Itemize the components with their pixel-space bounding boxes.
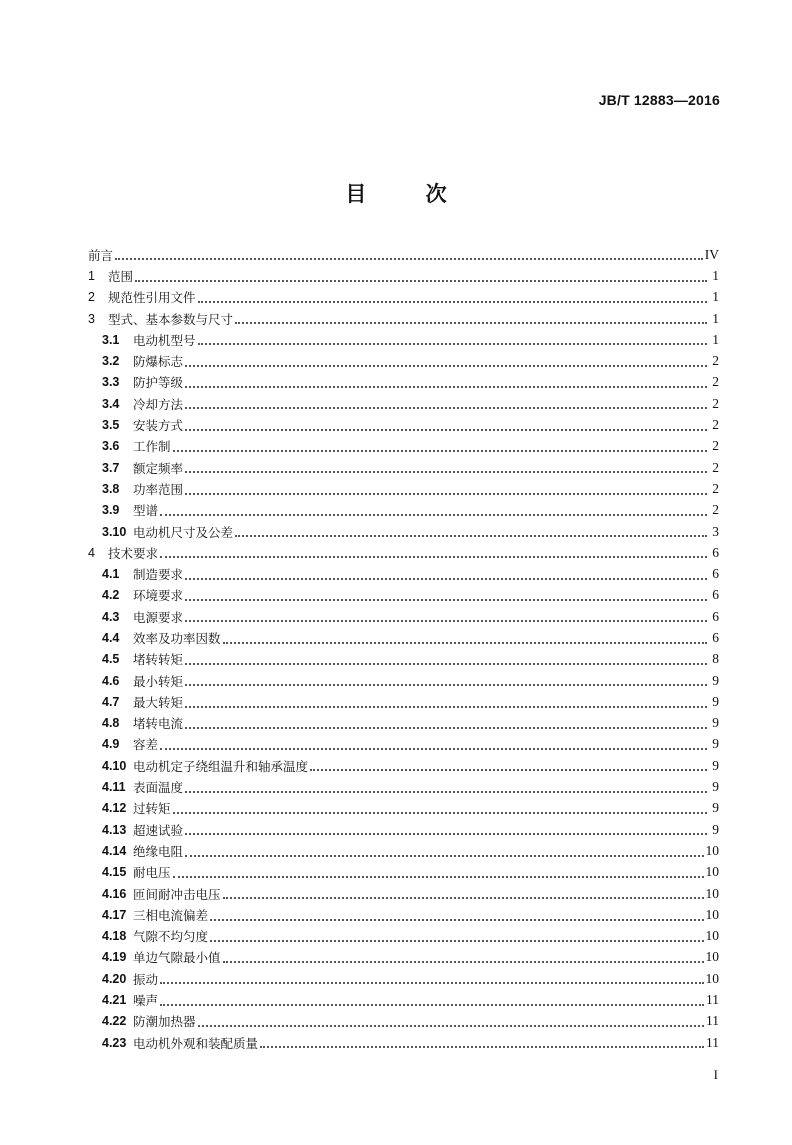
dot-leader [160, 514, 707, 516]
toc-entry-number: 3.9 [102, 503, 120, 518]
toc-entry-page: 6 [712, 566, 719, 582]
toc-entry-page: 6 [712, 629, 719, 645]
toc-entry[interactable] [88, 563, 719, 584]
toc-entry-label: 功率范围 [133, 481, 184, 497]
toc-entry-number: 4.11 [102, 780, 126, 795]
dot-leader [198, 343, 707, 345]
toc-entry-page: 1 [712, 310, 719, 326]
toc-entry-label: 最小转矩 [133, 673, 184, 689]
toc-entry[interactable] [88, 244, 719, 265]
toc-entry-number: 4.18 [102, 929, 127, 944]
toc-entry-number: 4.7 [102, 694, 120, 709]
toc-entry-number: 3.3 [102, 375, 120, 390]
toc-entry[interactable] [88, 883, 719, 904]
toc-entry-number: 4.22 [102, 1014, 127, 1029]
toc-entry-page: 8 [712, 651, 719, 667]
toc-entry[interactable] [88, 585, 719, 606]
toc-entry[interactable] [88, 649, 719, 670]
dot-leader [223, 897, 704, 899]
toc-entry-page: 2 [712, 459, 719, 475]
toc-entry[interactable] [88, 350, 719, 371]
toc-entry-number: 3.5 [102, 418, 120, 433]
toc-entry-label: 堵转转矩 [133, 652, 184, 668]
toc-entry-page: 1 [712, 289, 719, 305]
toc-entry-number: 4.14 [102, 843, 127, 858]
toc-entry-page: IV [704, 246, 719, 262]
dot-leader [185, 791, 707, 793]
title-char-1: 目 [345, 182, 367, 206]
dot-leader [185, 684, 707, 686]
toc-entry-label: 冷却方法 [133, 396, 184, 412]
toc-entry-label: 超速试验 [133, 822, 184, 838]
toc-entry-label: 过转矩 [133, 801, 171, 817]
toc-entry[interactable] [88, 1032, 719, 1053]
dot-leader [185, 727, 707, 729]
toc-entry-number: 4.8 [102, 716, 120, 731]
toc-entry-page: 1 [712, 331, 719, 347]
toc-entry-label: 电动机型号 [133, 332, 196, 348]
toc-entry-label: 环境要求 [133, 588, 184, 604]
toc-entry-number: 4.12 [102, 801, 127, 816]
toc-entry-page: 2 [712, 374, 719, 390]
toc-entry-number: 2 [88, 290, 95, 305]
dot-leader [223, 961, 704, 963]
toc-entry-number: 3.8 [102, 481, 120, 496]
toc-entry-label: 堵转电流 [133, 716, 184, 732]
toc-entry[interactable] [88, 478, 719, 499]
toc-entry[interactable] [88, 1011, 719, 1032]
toc-entry-page: 10 [705, 949, 719, 965]
dot-leader [160, 556, 707, 558]
toc-entry-number: 4.6 [102, 673, 120, 688]
toc-entry[interactable] [88, 521, 719, 542]
dot-leader [198, 301, 707, 303]
dot-leader [185, 855, 703, 857]
toc-entry-label: 前言 [88, 247, 114, 263]
toc-entry[interactable] [88, 329, 719, 350]
toc-entry-number: 4.9 [102, 737, 120, 752]
toc-entry-number: 4.4 [102, 630, 120, 645]
toc-entry-page: 10 [705, 928, 719, 944]
toc-entry-page: 10 [705, 842, 719, 858]
dot-leader [210, 940, 703, 942]
dot-leader [185, 429, 707, 431]
toc-entry-number: 4.10 [102, 758, 127, 773]
dot-leader [185, 471, 707, 473]
dot-leader [185, 493, 707, 495]
toc-entry-page: 1 [712, 267, 719, 283]
dot-leader [185, 833, 707, 835]
toc-entry[interactable] [88, 500, 719, 521]
dot-leader [185, 578, 707, 580]
toc-entry[interactable] [88, 755, 719, 776]
toc-entry-page: 11 [706, 1013, 719, 1029]
toc-entry-number: 4.17 [102, 907, 127, 922]
toc-entry[interactable] [88, 947, 719, 968]
toc-entry-number: 4.21 [102, 993, 127, 1008]
toc-entry-page: 9 [712, 800, 719, 816]
toc-entry-label: 三相电流偏差 [133, 907, 209, 923]
dot-leader [185, 599, 707, 601]
toc-entry-number: 3.4 [102, 396, 120, 411]
toc-entry-number: 3.7 [102, 460, 120, 475]
toc-entry-page: 2 [712, 395, 719, 411]
toc-entry-label: 气隙不均匀度 [133, 929, 209, 945]
toc-entry[interactable] [88, 393, 719, 414]
toc-entry-page: 10 [705, 885, 719, 901]
toc-entry-page: 2 [712, 480, 719, 496]
dot-leader [260, 1046, 704, 1048]
toc-entry-label: 规范性引用文件 [108, 290, 196, 306]
toc-entry-page: 10 [705, 970, 719, 986]
toc-entry-label: 容差 [133, 737, 159, 753]
toc-entry-label: 型谱 [133, 503, 159, 519]
dot-leader [185, 620, 707, 622]
toc-entry-label: 电动机尺寸及公差 [133, 524, 234, 540]
dot-leader [223, 642, 707, 644]
toc-entry-label: 耐电压 [133, 865, 171, 881]
toc-entry-label: 制造要求 [133, 567, 184, 583]
toc-entry-label: 匝间耐冲击电压 [133, 886, 221, 902]
toc-entry[interactable] [88, 606, 719, 627]
toc-entry[interactable] [88, 436, 719, 457]
toc-entry[interactable] [88, 372, 719, 393]
toc-entry-label: 电源要求 [133, 609, 184, 625]
toc-entry[interactable] [88, 691, 719, 712]
toc-entry-label: 技术要求 [108, 545, 159, 561]
toc-entry-label: 防爆标志 [133, 354, 184, 370]
toc-entry-page: 10 [705, 864, 719, 880]
toc-entry-number: 4.1 [102, 567, 120, 582]
toc-entry-label: 防潮加热器 [133, 1014, 196, 1030]
toc-entry-number: 4.2 [102, 588, 120, 603]
toc-entry[interactable] [88, 968, 719, 989]
toc-entry-label: 电动机外观和装配质量 [133, 1035, 259, 1051]
toc-entry[interactable] [88, 457, 719, 478]
dot-leader [173, 876, 704, 878]
toc-entry-number: 4.3 [102, 609, 120, 624]
dot-leader [185, 663, 707, 665]
toc-entry-page: 11 [706, 992, 719, 1008]
toc-entry[interactable] [88, 904, 719, 925]
page-title [0, 178, 792, 208]
toc-entry-label: 电动机定子绕组温升和轴承温度 [133, 758, 309, 774]
dot-leader [173, 812, 707, 814]
toc-entry-page: 11 [706, 1034, 719, 1050]
toc-entry-label: 安装方式 [133, 418, 184, 434]
toc-entry[interactable] [88, 840, 719, 861]
toc-entry-label: 最大转矩 [133, 694, 184, 710]
toc-entry-number: 4.20 [102, 971, 127, 986]
toc-entry-label: 振动 [133, 971, 159, 987]
toc-entry-number: 3.1 [102, 332, 120, 347]
toc-entry-label: 范围 [108, 268, 134, 284]
toc-entry[interactable] [88, 287, 719, 308]
toc-entry-number: 4.19 [102, 950, 127, 965]
toc-entry-page: 10 [705, 906, 719, 922]
toc-entry-page: 2 [712, 353, 719, 369]
dot-leader [185, 706, 707, 708]
toc-entry-page: 9 [712, 821, 719, 837]
toc-entry-label: 额定频率 [133, 460, 184, 476]
dot-leader [185, 386, 707, 388]
dot-leader [198, 1025, 704, 1027]
toc-entry-number: 1 [88, 268, 95, 283]
toc-entry[interactable] [88, 542, 719, 563]
toc-entry-number: 4 [88, 545, 95, 560]
toc-entry-number: 3.10 [102, 524, 127, 539]
dot-leader [160, 982, 703, 984]
toc-entry-label: 防护等级 [133, 375, 184, 391]
folio-page-number: I [713, 1067, 718, 1082]
dot-leader [135, 280, 707, 282]
toc-entry-page: 6 [712, 608, 719, 624]
toc-entry-label: 表面温度 [133, 780, 184, 796]
table-of-contents [88, 244, 719, 1053]
dot-leader [235, 535, 707, 537]
toc-entry-page: 2 [712, 417, 719, 433]
toc-entry-page: 2 [712, 438, 719, 454]
dot-leader [173, 450, 707, 452]
toc-entry[interactable] [88, 627, 719, 648]
toc-entry-page: 6 [712, 587, 719, 603]
toc-entry[interactable] [88, 414, 719, 435]
toc-entry[interactable] [88, 776, 719, 797]
toc-entry-label: 工作制 [133, 439, 171, 455]
toc-entry-number: 3.2 [102, 354, 120, 369]
toc-entry-page: 3 [712, 523, 719, 539]
toc-entry-label: 型式、基本参数与尺寸 [108, 311, 234, 327]
toc-entry[interactable] [88, 862, 719, 883]
dot-leader [185, 407, 707, 409]
toc-entry-label: 效率及功率因数 [133, 630, 221, 646]
toc-entry-number: 4.5 [102, 652, 120, 667]
dot-leader [115, 258, 703, 260]
toc-entry[interactable] [88, 308, 719, 329]
dot-leader [160, 748, 707, 750]
toc-entry-page: 6 [712, 544, 719, 560]
toc-entry[interactable] [88, 819, 719, 840]
dot-leader [160, 1004, 704, 1006]
dot-leader [210, 919, 703, 921]
toc-entry-label: 单边气隙最小值 [133, 950, 221, 966]
toc-entry-number: 4.15 [102, 865, 127, 880]
toc-entry-page: 9 [712, 672, 719, 688]
toc-entry-number: 4.13 [102, 822, 127, 837]
toc-entry[interactable] [88, 989, 719, 1010]
toc-entry-number: 4.23 [102, 1035, 127, 1050]
title-char-2: 次 [425, 182, 447, 206]
toc-entry-label: 噪声 [133, 993, 159, 1009]
toc-entry-number: 3.6 [102, 439, 120, 454]
toc-entry-label: 绝缘电阻 [133, 843, 184, 859]
dot-leader [185, 365, 707, 367]
toc-entry-page: 9 [712, 715, 719, 731]
standard-code: JB/T 12883—2016 [598, 92, 720, 108]
toc-entry-page: 9 [712, 736, 719, 752]
toc-entry-number: 4.16 [102, 886, 127, 901]
toc-entry[interactable] [88, 734, 719, 755]
dot-leader [310, 769, 707, 771]
toc-entry[interactable] [88, 713, 719, 734]
toc-entry[interactable] [88, 926, 719, 947]
toc-entry-page: 9 [712, 757, 719, 773]
toc-entry-page: 9 [712, 693, 719, 709]
toc-entry[interactable] [88, 265, 719, 286]
toc-entry[interactable] [88, 670, 719, 691]
toc-entry-number: 3 [88, 311, 95, 326]
toc-entry-page: 2 [712, 502, 719, 518]
toc-entry-page: 9 [712, 779, 719, 795]
toc-entry[interactable] [88, 798, 719, 819]
dot-leader [235, 322, 707, 324]
